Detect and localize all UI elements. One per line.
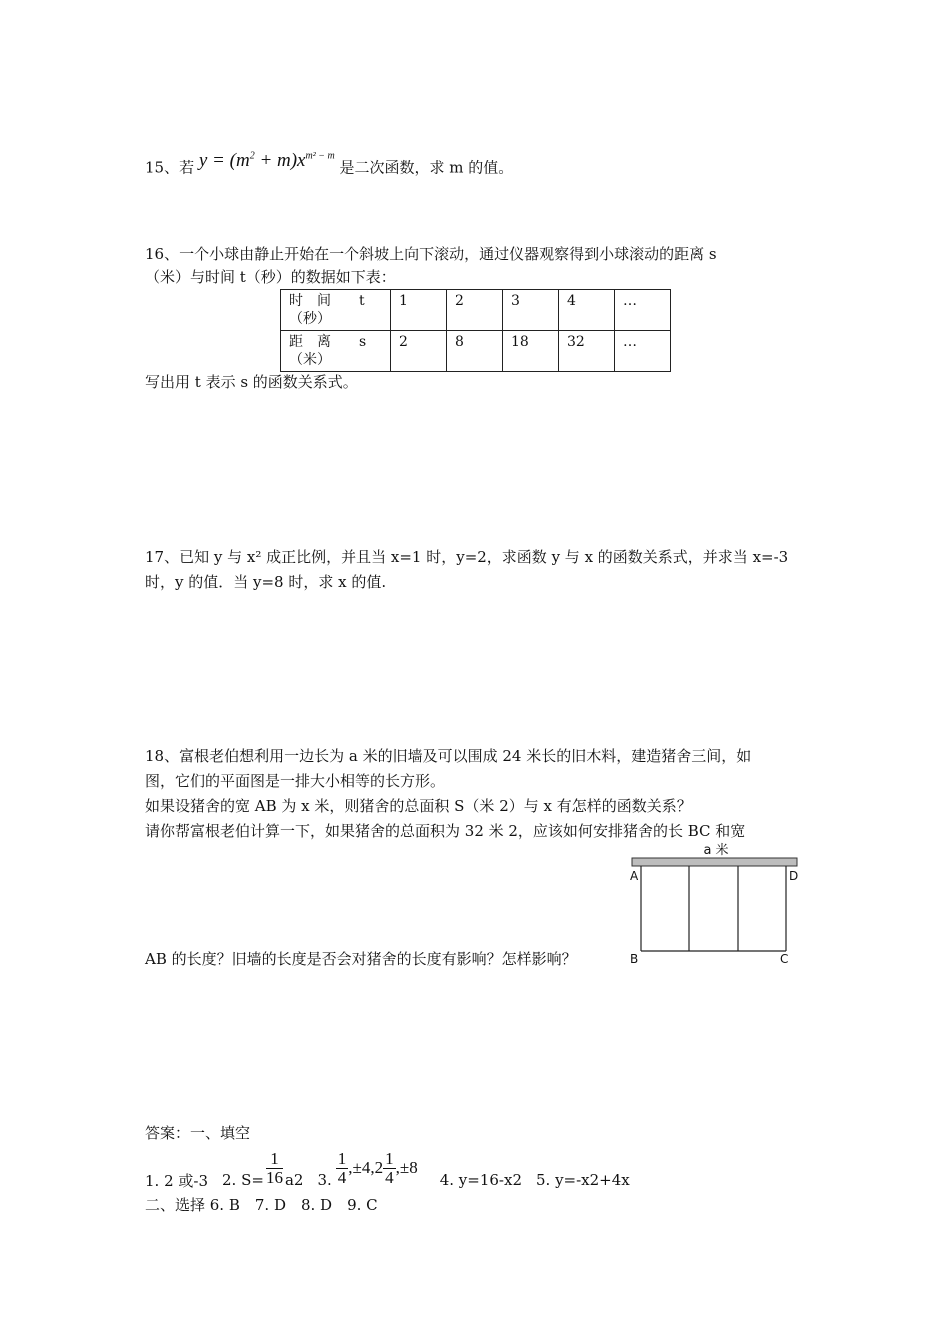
answer-2-prefix: 2. S= (222, 1171, 264, 1189)
q15-eq-sq: 2 (249, 151, 255, 162)
answer-3-den1: 4 (337, 1167, 347, 1187)
answer-3-end: ,±8 (395, 1158, 418, 1177)
q18-line2: 图，它们的平面图是一排大小相等的长方形。 (145, 772, 446, 790)
answer-3-fraction-2 (383, 1150, 396, 1187)
answer-3-num2: 1 (385, 1148, 394, 1168)
q15-eq-lhs: y = (m (198, 150, 250, 172)
table-cell: 32 (559, 331, 615, 372)
answer-4: 4. y=16-x2 (439, 1171, 522, 1189)
answer-5: 5. y=-x2+4x (535, 1171, 630, 1189)
q17-line2: 时，y 的值．当 y=8 时，求 x 的值. (145, 573, 387, 591)
table-cell: … (615, 331, 671, 372)
old-wall (632, 858, 797, 866)
q15-eq-mid: + m)x (254, 150, 306, 172)
q18-line3: 如果设猪舍的宽 AB 为 x 米，则猪舍的总面积 S（米 2）与 x 有怎样的函数关系？ (145, 797, 692, 815)
q15 (145, 152, 513, 178)
table-cell: 1 (391, 290, 447, 331)
label-d: D (789, 869, 799, 883)
q18-line1: 18、富根老伯想利用一边长为 a 米的旧墙及可以围成 24 米长的旧木料，建造猪舍三间，如 (145, 747, 752, 765)
table-head-distance-b: （米） (289, 352, 331, 368)
table-head-distance-a: 距 离 s (289, 334, 367, 350)
q16-line1: 16、一个小球由静止开始在一个斜坡上向下滚动，通过仪器观察得到小球滚动的距离 s (145, 245, 717, 263)
q15-prefix: 15、若 (145, 158, 195, 177)
label-a: A (630, 869, 639, 883)
q16-after: 写出用 t 表示 s 的函数关系式。 (145, 373, 358, 391)
table-cell: 18 (503, 331, 559, 372)
answer-3-num1: 1 (337, 1148, 347, 1168)
table-cell: 2 (391, 331, 447, 372)
q18-line4: 请你帮富根老伯计算一下，如果猪舍的总面积为 32 米 2，应该如何安排猪舍的长 BC 和宽 (145, 822, 746, 840)
answer-3-mid: ,±4,2 (348, 1158, 384, 1177)
label-b: B (630, 952, 639, 966)
answer-1: 1. 2 或-3 (145, 1171, 209, 1190)
answer-2-fraction (266, 1150, 283, 1187)
table-cell: … (615, 290, 671, 331)
label-c: C (780, 952, 789, 966)
answers-fill (145, 1143, 630, 1193)
answers-heading: 答案：一、填空 (145, 1124, 251, 1142)
answer-2-suffix: a2 (284, 1171, 304, 1189)
q15-equation (199, 150, 340, 171)
data-table (280, 289, 671, 372)
q16-line2: （米）与时间 t（秒）的数据如下表： (145, 268, 396, 286)
table-head-distance (281, 331, 391, 372)
answers-choice: 二、选择 6. B 7. D 8. D 9. C (145, 1196, 378, 1214)
answer-2-num: 1 (266, 1150, 283, 1169)
table-head-time-b: （秒） (289, 311, 331, 327)
answer-3-fraction-1 (336, 1150, 349, 1187)
table-head-time-a: 时 间 t (289, 293, 365, 309)
q15-suffix: 是二次函数，求 m 的值。 (339, 158, 514, 177)
answer-2-den: 16 (265, 1167, 283, 1187)
table-cell: 3 (503, 290, 559, 331)
table-cell: 4 (559, 290, 615, 331)
answer-3-prefix: 3. (317, 1171, 332, 1189)
table-row (281, 331, 671, 372)
table-head-time (281, 290, 391, 331)
answer-3-den2: 4 (385, 1167, 394, 1187)
table-cell: 8 (447, 331, 503, 372)
pigpen-figure (622, 838, 812, 968)
q17-line1: 17、已知 y 与 x² 成正比例，并且当 x=1 时，y=2，求函数 y 与 x 的函数关系式，并求当 x=-3 (145, 548, 789, 566)
table-cell: 2 (447, 290, 503, 331)
q18-line5: AB 的长度？旧墙的长度是否会对猪舍的长度有影响？怎样影响？ (145, 950, 577, 968)
wall-label: a 米 (703, 843, 729, 858)
q15-eq-exp: m² − m (305, 151, 335, 162)
table-row (281, 290, 671, 331)
